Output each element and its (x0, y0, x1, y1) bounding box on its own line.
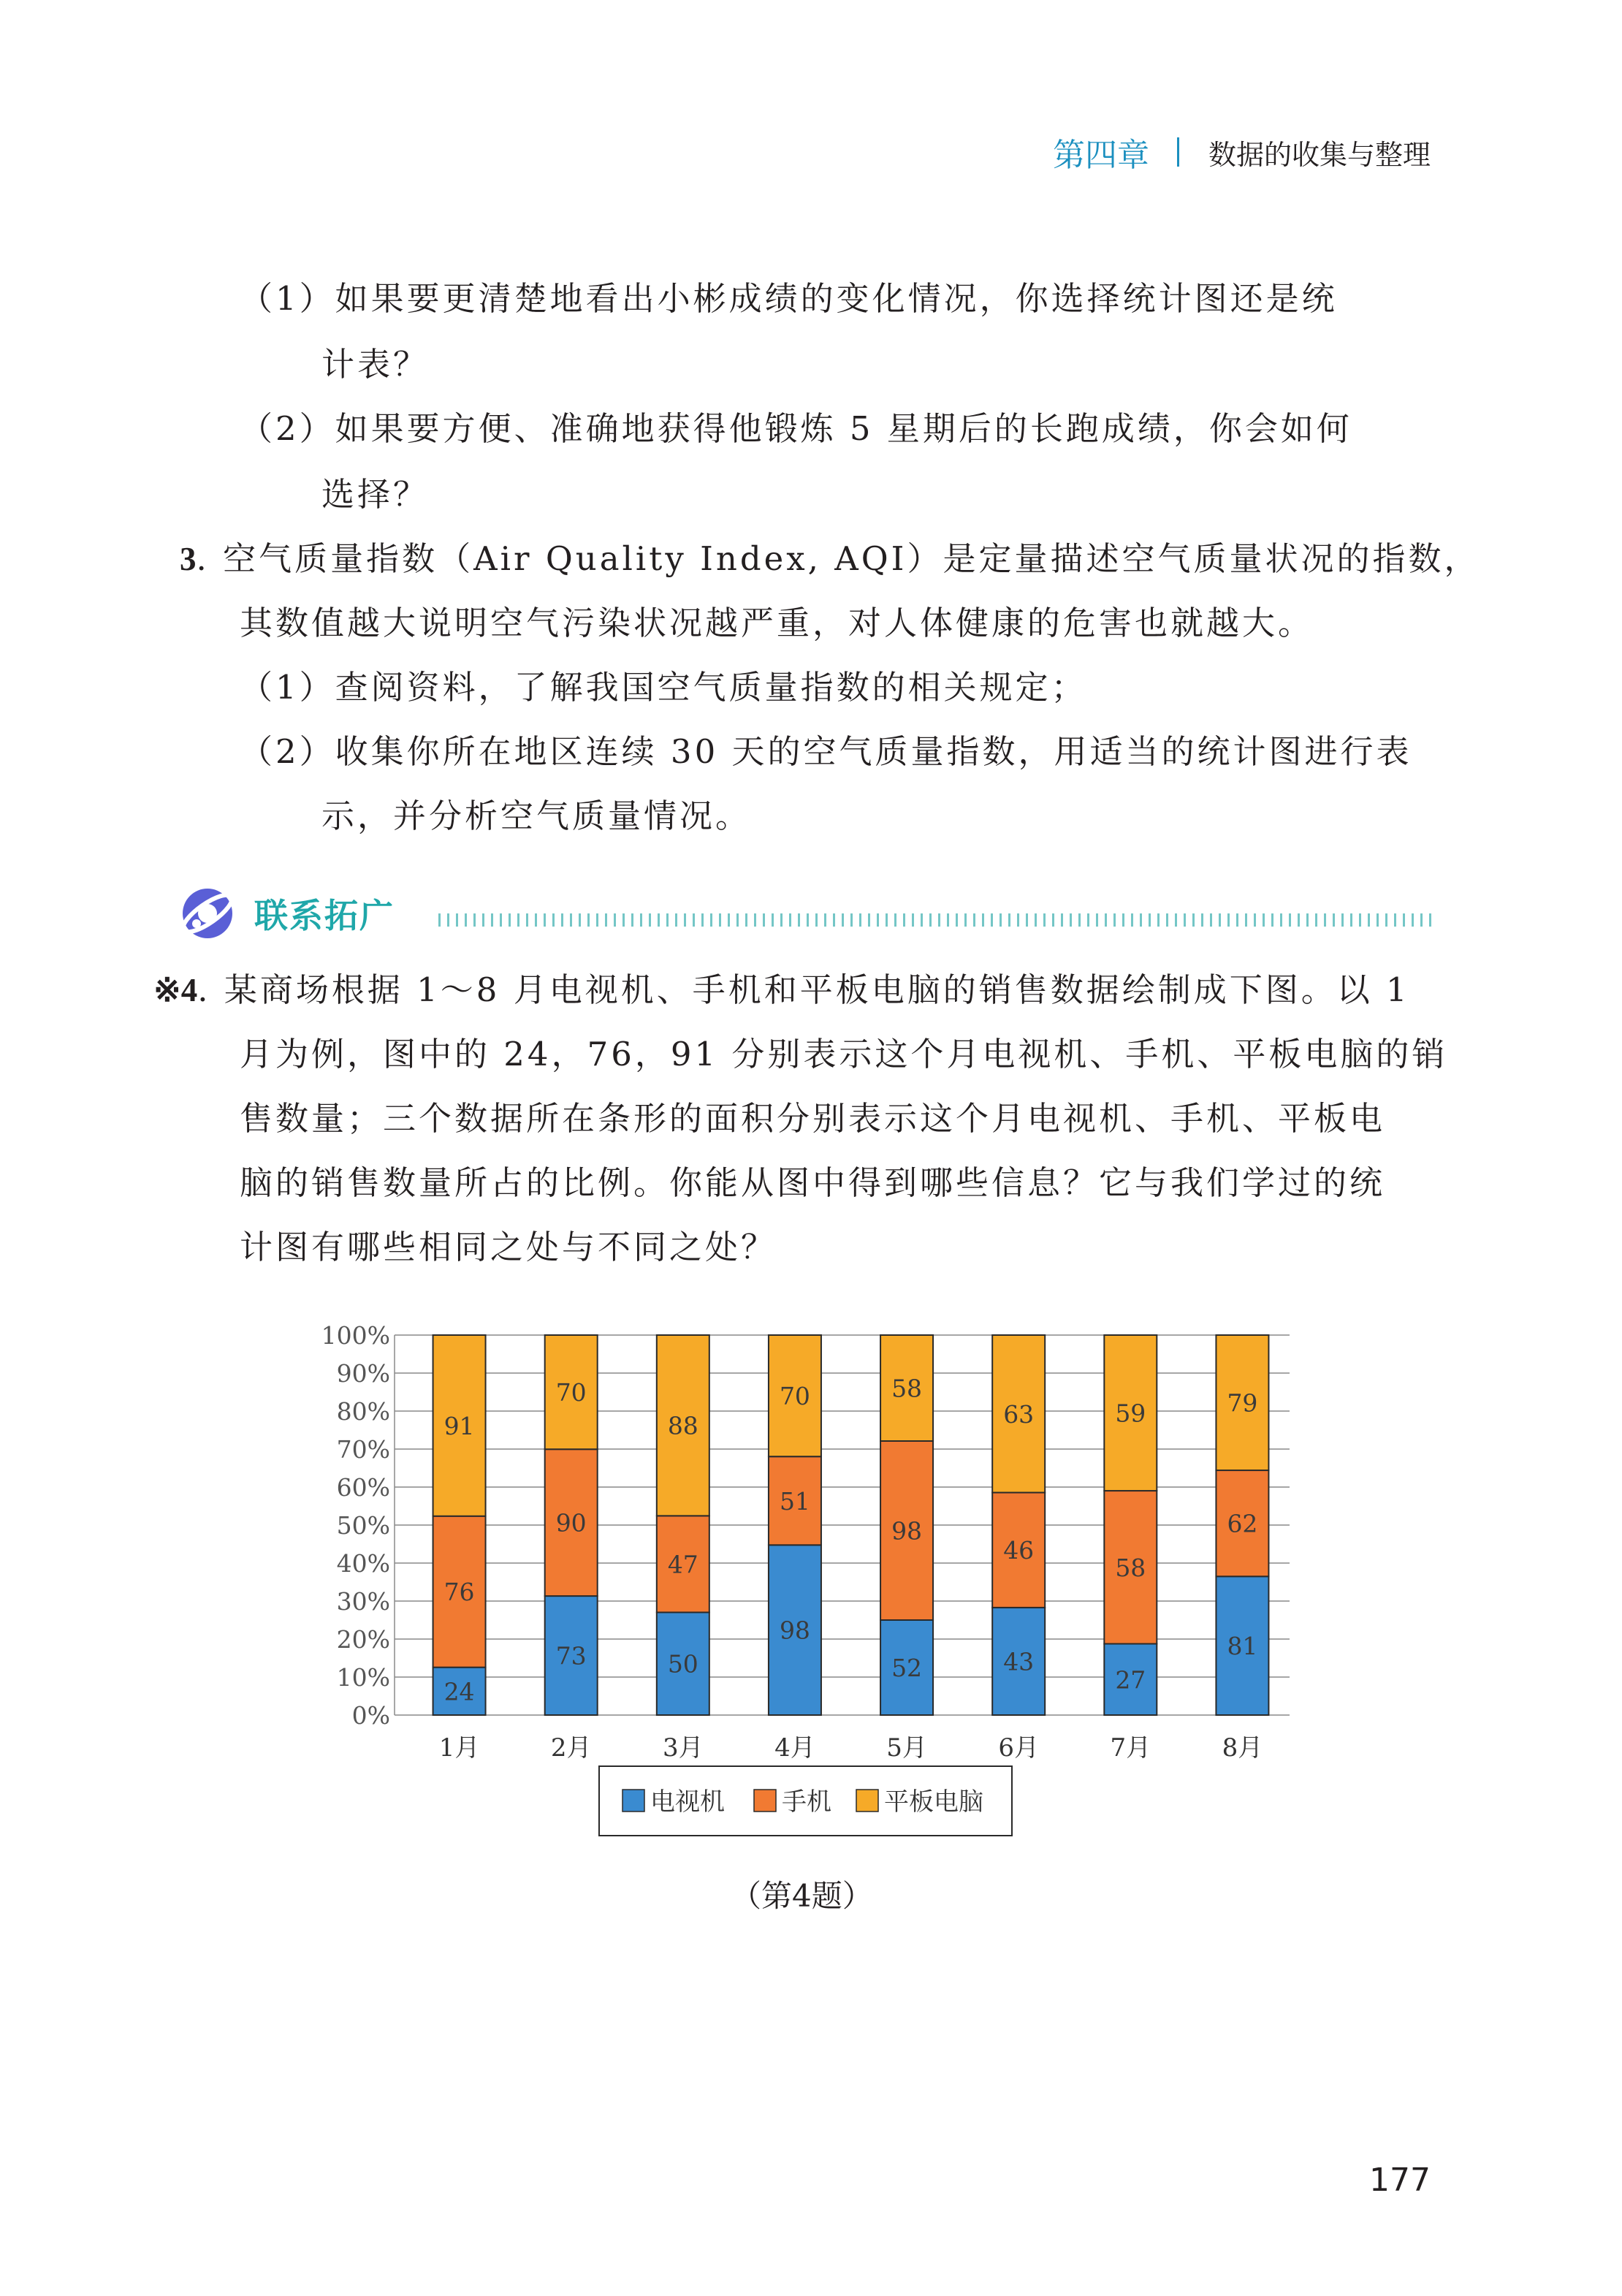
data-label: 62 (1227, 1509, 1258, 1538)
data-label: 98 (891, 1516, 923, 1546)
x-tick-label: 5月 (886, 1733, 927, 1763)
y-tick-label: 80% (336, 1397, 390, 1426)
planet-icon (180, 886, 235, 941)
figure-caption: （第4题） (731, 1878, 873, 1914)
section-title: 联系拓广 (254, 896, 395, 935)
x-tick-label: 6月 (998, 1733, 1040, 1763)
y-tick-label: 50% (336, 1511, 390, 1540)
q4-line2: 月为例，图中的 24，76，91 分别表示这个月电视机、手机、平板电脑的销 (240, 1035, 1448, 1073)
data-label: 47 (667, 1550, 698, 1579)
data-label: 73 (555, 1641, 587, 1670)
q4-text-line1: . 某商场根据 1～8 月电视机、手机和平板电脑的销售数据绘制成下图。以 1 (197, 970, 1410, 1009)
data-label: 24 (443, 1677, 475, 1706)
legend-swatch (622, 1790, 644, 1812)
stacked-bar-chart (307, 1312, 1301, 1860)
q3-sub2-line2: 示，并分析空气质量情况。 (321, 797, 752, 835)
data-label: 91 (443, 1411, 475, 1440)
q3-sub2-line1: （2）收集你所在地区连续 30 天的空气质量指数，用适当的统计图进行表 (240, 732, 1412, 771)
data-label: 76 (443, 1578, 475, 1607)
y-tick-label: 30% (336, 1587, 390, 1616)
x-tick-label: 2月 (550, 1733, 592, 1763)
data-label: 51 (779, 1486, 810, 1516)
legend-label: 电视机 (650, 1787, 725, 1817)
data-label: 79 (1227, 1388, 1258, 1418)
q4-number: ※4 (153, 972, 198, 1008)
data-label: 46 (1003, 1536, 1035, 1565)
y-tick-label: 100% (321, 1321, 390, 1350)
running-header (1053, 130, 1431, 174)
data-label: 90 (555, 1508, 587, 1537)
data-label: 58 (891, 1374, 923, 1403)
y-tick-label: 10% (336, 1663, 390, 1692)
data-label: 88 (667, 1411, 698, 1440)
q3-number: 3 (180, 541, 197, 577)
data-label: 59 (1115, 1399, 1146, 1428)
q2-sub1-line1: （1）如果要更清楚地看出小彬成绩的变化情况，你选择统计图还是统 (240, 279, 1338, 318)
y-tick-label: 40% (336, 1549, 390, 1578)
q4-line5: 计图有哪些相同之处与不同之处？ (240, 1228, 777, 1266)
q2-sub2-line1: （2）如果要方便、准确地获得他锻炼 5 星期后的长跑成绩，你会如何 (240, 409, 1352, 448)
q3-text-line1: . 空气质量指数（Air Quality Index, AQI）是定量描述空气质量状况的指数， (196, 539, 1480, 578)
legend-label: 平板电脑 (884, 1787, 983, 1817)
data-label: 70 (555, 1378, 587, 1407)
q3-line2: 其数值越大说明空气污染状况越严重，对人体健康的危害也就越大。 (240, 604, 1314, 642)
data-label: 58 (1115, 1553, 1146, 1582)
q4-line4: 脑的销售数量所占的比例。你能从图中得到哪些信息？它与我们学过的统 (240, 1163, 1386, 1202)
data-label: 63 (1003, 1399, 1035, 1429)
page-number: 177 (1369, 2162, 1431, 2199)
x-tick-label: 4月 (774, 1733, 815, 1763)
y-tick-label: 0% (351, 1701, 390, 1730)
y-tick-label: 90% (336, 1359, 390, 1388)
chapter-label: 第四章 (1052, 137, 1149, 174)
q3-sub1: （1）查阅资料，了解我国空气质量指数的相关规定； (240, 668, 1087, 707)
y-tick-label: 60% (336, 1473, 390, 1502)
data-label: 70 (779, 1382, 810, 1411)
q3-line1 (180, 532, 1480, 579)
x-tick-label: 8月 (1222, 1733, 1263, 1763)
legend-swatch (754, 1790, 776, 1812)
header-divider (1177, 137, 1179, 167)
section-heading (180, 884, 395, 943)
data-label: 50 (667, 1649, 698, 1679)
data-label: 43 (1003, 1647, 1035, 1676)
chapter-title: 数据的收集与整理 (1208, 138, 1431, 171)
data-label: 81 (1227, 1632, 1258, 1661)
y-tick-label: 70% (336, 1435, 390, 1464)
x-tick-label: 7月 (1110, 1733, 1151, 1763)
section-divider (438, 912, 1432, 928)
q4-line1 (153, 963, 1410, 1011)
q4-line3: 售数量；三个数据所在条形的面积分别表示这个月电视机、手机、平板电 (240, 1099, 1386, 1138)
q2-sub1-line2: 计表？ (321, 345, 430, 384)
q2-sub2-line2: 选择？ (321, 475, 430, 514)
x-tick-label: 1月 (438, 1733, 480, 1763)
legend-swatch (856, 1790, 878, 1812)
y-tick-label: 20% (336, 1625, 390, 1654)
data-label: 52 (891, 1654, 923, 1682)
x-tick-label: 3月 (662, 1733, 704, 1763)
legend-label: 手机 (782, 1787, 831, 1817)
data-label: 27 (1115, 1665, 1146, 1695)
data-label: 98 (779, 1616, 810, 1645)
